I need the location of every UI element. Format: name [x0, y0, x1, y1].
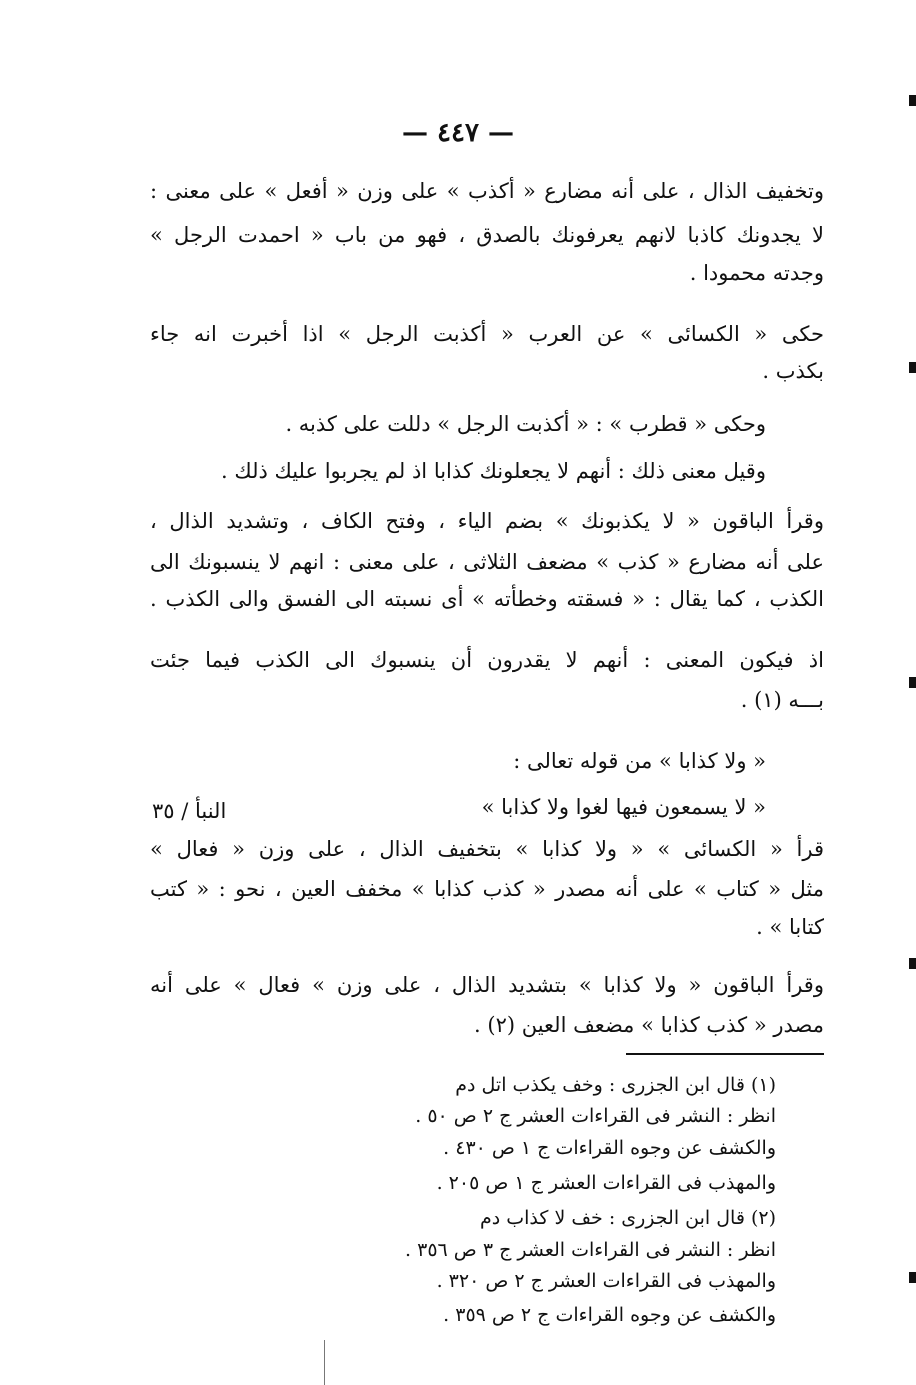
- scan-margin-mark: [909, 95, 916, 106]
- footnote-line: والكشف عن وجوه القراءات ج ١ ص ٤٣٠ .: [443, 1137, 776, 1159]
- body-line: وقرأ الباقون « ولا كذابا » بتشديد الذال ، على وزن » فعال » على أنه: [150, 973, 824, 997]
- scan-margin-mark: [909, 1272, 916, 1283]
- scan-margin-mark: [909, 958, 916, 969]
- body-line: مثل « كتاب » على أنه مصدر « كذب كذابا » مخفف العين ، نحو : « كتب: [150, 877, 824, 901]
- body-line: وقرأ الباقون « لا يكذبونك » بضم الياء ، وفتح الكاف ، وتشديد الذال ،: [150, 509, 824, 533]
- section-heading: « ولا كذابا » من قوله تعالى :: [513, 749, 766, 773]
- page-number: — ٤٤٧ —: [401, 118, 515, 148]
- footnote-line: انظر : النشر فى القراءات العشر ج ٣ ص ٣٥٦ .: [405, 1239, 776, 1261]
- scan-margin-mark: [909, 362, 916, 373]
- footnote-line: والمهذب فى القراءات العشر ج ١ ص ٢٠٥ .: [436, 1172, 776, 1194]
- verse-reference: النبأ / ٣٥: [152, 799, 227, 823]
- body-line: بكذب .: [762, 359, 824, 383]
- scan-gutter-line: [324, 1340, 325, 1385]
- body-line: على أنه مضارع « كذب » مضعف الثلاثى ، على معنى : انهم لا ينسبونك الى: [150, 550, 824, 574]
- body-line: حكى « الكسائى » عن العرب « أكذبت الرجل » اذا أخبرت انه جاء: [150, 322, 824, 346]
- body-line: وجدته محمودا .: [689, 261, 824, 285]
- body-line: لا يجدونك كاذبا لانهم يعرفونك بالصدق ، فهو من باب « احمدت الرجل »: [150, 223, 825, 247]
- body-line: قرأ « الكسائى » « ولا كذابا » بتخفيف الذال ، على وزن « فعال »: [150, 837, 824, 861]
- body-line: وتخفيف الذال ، على أنه مضارع « أكذب » على وزن « أفعل » على معنى :: [150, 179, 824, 203]
- footnote-line: انظر : النشر فى القراءات العشر ج ٢ ص ٥٠ .: [415, 1105, 776, 1127]
- body-line: اذ فيكون المعنى : أنهم لا يقدرون أن ينسبوك الى الكذب فيما جئت: [150, 648, 824, 672]
- body-line: بـــه (١) .: [740, 688, 824, 712]
- footnote-line: والمهذب فى القراءات العشر ج ٢ ص ٣٢٠ .: [436, 1270, 776, 1292]
- body-line: وقيل معنى ذلك : أنهم لا يجعلونك كذابا اذ لم يجربوا عليك ذلك .: [221, 459, 766, 483]
- body-line: مصدر « كذب كذابا » مضعف العين (٢) .: [474, 1013, 824, 1037]
- scan-margin-mark: [909, 677, 916, 688]
- footnote-line: (١) قال ابن الجزرى : وخف يكذب اتل دم: [455, 1074, 776, 1096]
- body-line: كتابا » .: [756, 915, 824, 939]
- footnote-separator: [626, 1053, 824, 1055]
- footnote-line: (٢) قال ابن الجزرى : خف لا كذاب دم: [480, 1207, 776, 1229]
- body-line: الكذب ، كما يقال : « فسقته وخطأته » أى نسبته الى الفسق والى الكذب .: [150, 587, 824, 611]
- quran-verse: « لا يسمعون فيها لغوا ولا كذابا »: [481, 795, 766, 819]
- body-line: وحكى « قطرب » : « أكذبت الرجل » دللت على كذبه .: [285, 412, 766, 436]
- footnote-line: والكشف عن وجوه القراءات ج ٢ ص ٣٥٩ .: [443, 1304, 776, 1326]
